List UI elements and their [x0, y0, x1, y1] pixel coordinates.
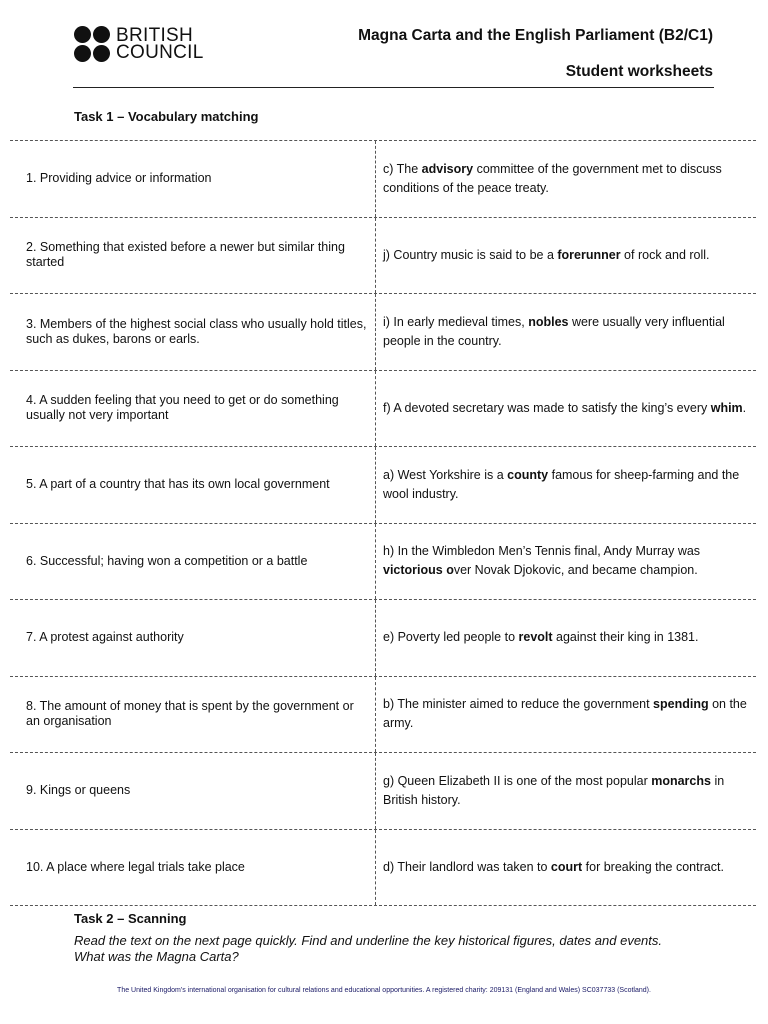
example-cell	[376, 141, 756, 217]
definition-cell	[10, 371, 376, 447]
table-row	[10, 140, 756, 217]
example-cell	[376, 753, 756, 829]
example-cell	[376, 830, 756, 906]
task2-instructions: Read the text on the next page quickly. Find and underline the key historical figures, dates and events. What was the Magna Carta?	[74, 933, 663, 964]
table-row	[10, 523, 756, 600]
example-sentence	[383, 313, 754, 351]
logo-dots-icon	[74, 26, 110, 62]
example-sentence	[383, 858, 724, 877]
example-text-before: c) The	[383, 161, 422, 176]
logo-line-2: COUNCIL	[116, 42, 204, 63]
definition-text: 1. Providing advice or information	[26, 171, 212, 186]
definition-text: 8. The amount of money that is spent by the government or an organisation	[26, 699, 354, 729]
definition-cell	[10, 447, 376, 523]
example-text-after: famous for sheep-farming and the wool industry.	[383, 467, 740, 501]
definition-text: 6. Successful; having won a competition or a battle	[26, 553, 308, 568]
table-row	[10, 676, 756, 753]
vocabulary-table	[10, 140, 756, 906]
table-row	[10, 370, 756, 447]
page-header	[0, 0, 768, 100]
example-sentence	[383, 695, 754, 733]
example-text-before: g) Queen Elizabeth II is one of the most popular	[383, 773, 652, 788]
table-row	[10, 829, 756, 907]
example-text-before: a) West Yorkshire is a	[383, 467, 508, 482]
example-sentence	[383, 542, 754, 580]
example-text-after: were usually very influential people in the country.	[383, 314, 725, 348]
vocabulary-word: revolt	[518, 630, 553, 645]
table-row	[10, 217, 756, 294]
vocabulary-word: advisory	[421, 161, 474, 176]
vocabulary-word: court	[550, 859, 583, 874]
table-row	[10, 599, 756, 676]
vocabulary-word: county	[507, 467, 549, 482]
british-council-logo	[74, 26, 204, 62]
definition-cell	[10, 294, 376, 370]
example-text-after: of rock and roll.	[620, 247, 710, 262]
vocabulary-word: whim	[710, 400, 743, 415]
vocabulary-word: spending	[653, 697, 709, 712]
example-cell	[376, 600, 756, 676]
definition-text: 3. Members of the highest social class who usually hold titles, such as dukes, barons or earls.	[26, 316, 367, 346]
example-text-before: e) Poverty led people to	[383, 630, 519, 645]
example-text-after: for breaking the contract.	[582, 859, 724, 874]
example-cell	[376, 524, 756, 600]
document-title: Magna Carta and the English Parliament (B2/C1)	[358, 27, 713, 44]
example-text-before: j) Country music is said to be a	[383, 247, 558, 262]
definition-cell	[10, 141, 376, 217]
table-row	[10, 752, 756, 829]
table-row	[10, 446, 756, 523]
definition-text: 5. A part of a country that has its own local government	[26, 477, 330, 492]
footer-charity-note: The United Kingdom’s international organisation for cultural relations and educational opportunities. A registered charity: 209131 (England and Wales) SC037733 (Scotland).	[117, 987, 651, 994]
example-cell	[376, 218, 756, 294]
definition-text: 2. Something that existed before a newer but similar thing started	[26, 240, 345, 270]
table-row	[10, 293, 756, 370]
logo-wordmark	[116, 27, 204, 61]
definition-cell	[10, 600, 376, 676]
example-cell	[376, 677, 756, 753]
document-subtitle: Student worksheets	[565, 63, 713, 80]
example-sentence	[383, 628, 698, 647]
example-text-after: on the army.	[383, 697, 747, 731]
header-divider	[73, 87, 714, 88]
definition-cell	[10, 677, 376, 753]
example-sentence	[383, 246, 710, 265]
definition-cell	[10, 524, 376, 600]
vocabulary-word: victorious o	[383, 563, 454, 578]
task1-heading: Task 1 – Vocabulary matching	[74, 109, 259, 124]
vocabulary-word: monarchs	[651, 773, 711, 788]
definition-text: 4. A sudden feeling that you need to get or do something usually not very important	[26, 393, 339, 423]
example-cell	[376, 447, 756, 523]
example-text-after: committee of the government met to discuss conditions of the peace treaty.	[383, 161, 722, 195]
example-sentence	[383, 160, 754, 198]
example-text-after: against their king in 1381.	[552, 630, 699, 645]
example-text-before: b) The minister aimed to reduce the government	[383, 697, 654, 712]
example-text-after: in British history.	[383, 773, 725, 807]
example-sentence	[383, 399, 746, 418]
definition-cell	[10, 218, 376, 294]
example-cell	[376, 294, 756, 370]
definition-text: 7. A protest against authority	[26, 630, 184, 645]
vocabulary-word: nobles	[528, 314, 569, 329]
example-text-before: d) Their landlord was taken to	[383, 859, 551, 874]
example-sentence	[383, 772, 754, 810]
example-text-before: f) A devoted secretary was made to satisfy the king’s every	[383, 400, 711, 415]
vocabulary-word: forerunner	[557, 247, 621, 262]
example-text-after: .	[742, 400, 747, 415]
definition-cell	[10, 830, 376, 906]
example-text-before: i) In early medieval times,	[383, 314, 529, 329]
definition-text: 10. A place where legal trials take place	[26, 859, 245, 874]
example-cell	[376, 371, 756, 447]
example-text-before: h) In the Wimbledon Men’s Tennis final, Andy Murray was	[383, 544, 701, 559]
task2-heading: Task 2 – Scanning	[74, 911, 187, 926]
definition-cell	[10, 753, 376, 829]
example-text-after: ver Novak Djokovic, and became champion.	[453, 563, 698, 578]
definition-text: 9. Kings or queens	[26, 783, 131, 798]
example-sentence	[383, 466, 754, 504]
logo-line-1: BRITISH	[116, 25, 194, 46]
